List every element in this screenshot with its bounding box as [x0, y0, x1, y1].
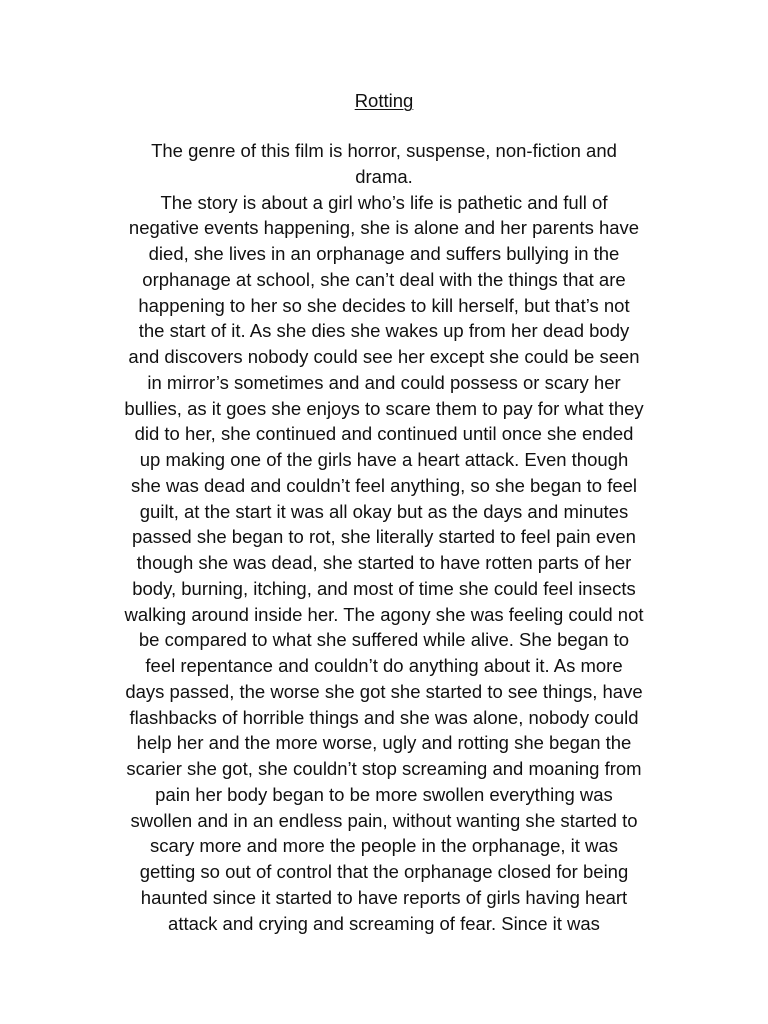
body-line: scarier she got, she couldn’t stop screaming and moaning from [126, 758, 642, 779]
body-line: in mirror’s sometimes and and could possess or scary her [147, 371, 621, 393]
body-line: though she was dead, she started to have rotten parts of her [136, 552, 632, 573]
body-line: days passed, the worse she got she started to see things, have [125, 680, 643, 702]
body-line: guilt, at the start it was all okay but as the days and minutes [139, 500, 629, 522]
body-line: up making one of the girls have a heart attack. Even though [139, 449, 629, 470]
body-line: happening to her so she decides to kill herself, but that’s not [138, 294, 630, 316]
body-line: feel repentance and couldn’t do anything about it. As more [145, 655, 623, 676]
body-line: getting so out of control that the orphanage closed for being [139, 861, 629, 882]
body-line: the start of it. As she dies she wakes up from her dead body [138, 320, 630, 342]
body-line: she was dead and couldn’t feel anything, so she began to feel [130, 474, 638, 496]
body-line: swollen and in an endless pain, without wanting she started to [130, 809, 638, 831]
body-line: pain her body began to be more swollen everything was [155, 783, 613, 805]
body-line: negative events happening, she is alone and her parents have [128, 217, 640, 239]
document-title: Rotting [354, 90, 414, 111]
body-line: The genre of this film is horror, suspense, non-fiction and [151, 140, 617, 161]
body-line: died, she lives in an orphanage and suffers bullying in the [148, 243, 620, 264]
document-body [60, 138, 708, 936]
body-line: bullies, as it goes she enjoys to scare them to pay for what they [124, 397, 644, 419]
body-line: passed she began to rot, she literally started to feel pain even [132, 526, 636, 548]
body-line: scary more and more the people in the orphanage, it was [150, 835, 618, 857]
body-line: and discovers nobody could see her except she could be seen [128, 346, 640, 367]
body-line: help her and the more worse, ugly and rotting she began the [136, 732, 632, 754]
body-line: orphanage at school, she can’t deal with the things that are [142, 268, 626, 290]
body-line: flashbacks of horrible things and she was alone, nobody could [129, 706, 639, 728]
body-line: be compared to what she suffered while alive. She began to [138, 629, 630, 651]
body-line: haunted since it started to have reports of girls having heart [140, 886, 628, 908]
body-line: attack and crying and screaming of fear. Since it was [168, 912, 600, 934]
body-line: did to her, she continued and continued until once she ended [134, 423, 634, 445]
body-line: body, burning, itching, and most of time she could feel insects [132, 577, 636, 599]
body-line: walking around inside her. The agony she was feeling could not [124, 603, 644, 625]
body-line: The story is about a girl who’s life is pathetic and full of [160, 191, 608, 213]
body-line: drama. [355, 165, 413, 187]
